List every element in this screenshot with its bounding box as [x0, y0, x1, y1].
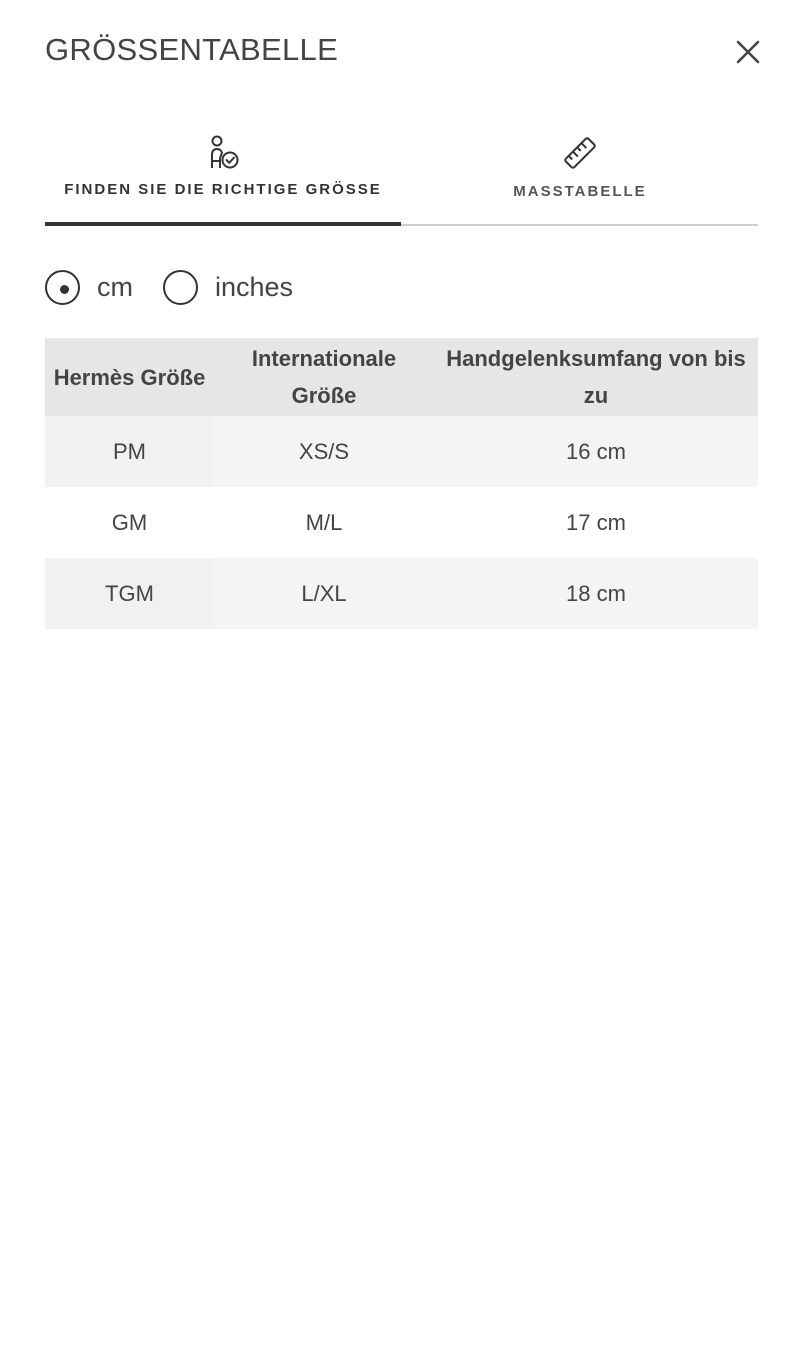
cell-international-size: L/XL: [214, 558, 434, 629]
header-hermes-size: Hermès Größe: [45, 338, 214, 416]
unit-radio-inches[interactable]: [163, 270, 323, 310]
unit-label-inches: inches: [215, 272, 294, 302]
ruler-icon: [560, 133, 600, 173]
cell-hermes-size: TGM: [45, 558, 214, 629]
cell-wrist-circumference: 18 cm: [434, 558, 758, 629]
radio-circle-selected[interactable]: [45, 270, 80, 305]
size-table: [45, 338, 758, 629]
tab-find-size[interactable]: [45, 125, 401, 226]
tab-measurement-table-label: MASSTABELLE: [513, 183, 647, 200]
radio-dot: [60, 285, 69, 294]
header-international-size: Internationale Größe: [214, 338, 434, 416]
table-row: [45, 416, 758, 487]
dialog-title: GRÖSSENTABELLE: [45, 32, 339, 67]
person-check-icon: [203, 133, 243, 173]
unit-selector: [45, 270, 445, 310]
close-button[interactable]: [732, 36, 764, 68]
cell-hermes-size: PM: [45, 416, 214, 487]
table-row: [45, 558, 758, 629]
unit-label-cm: cm: [97, 272, 133, 302]
table-header-row: [45, 338, 758, 416]
radio-circle[interactable]: [163, 270, 198, 305]
cell-international-size: M/L: [214, 487, 434, 558]
close-icon: [732, 36, 764, 68]
tab-measurement-table[interactable]: [402, 125, 758, 226]
cell-hermes-size: GM: [45, 487, 214, 558]
tab-find-size-label: FINDEN SIE DIE RICHTIGE GRÖSSE: [64, 181, 382, 198]
tab-bar: [45, 125, 758, 226]
cell-wrist-circumference: 16 cm: [434, 416, 758, 487]
active-tab-indicator: [45, 222, 401, 226]
cell-wrist-circumference: 17 cm: [434, 487, 758, 558]
header-wrist-circumference: Handgelenksumfang von bis zu: [434, 338, 758, 416]
unit-radio-cm[interactable]: [45, 270, 145, 310]
table-row: [45, 487, 758, 558]
cell-international-size: XS/S: [214, 416, 434, 487]
